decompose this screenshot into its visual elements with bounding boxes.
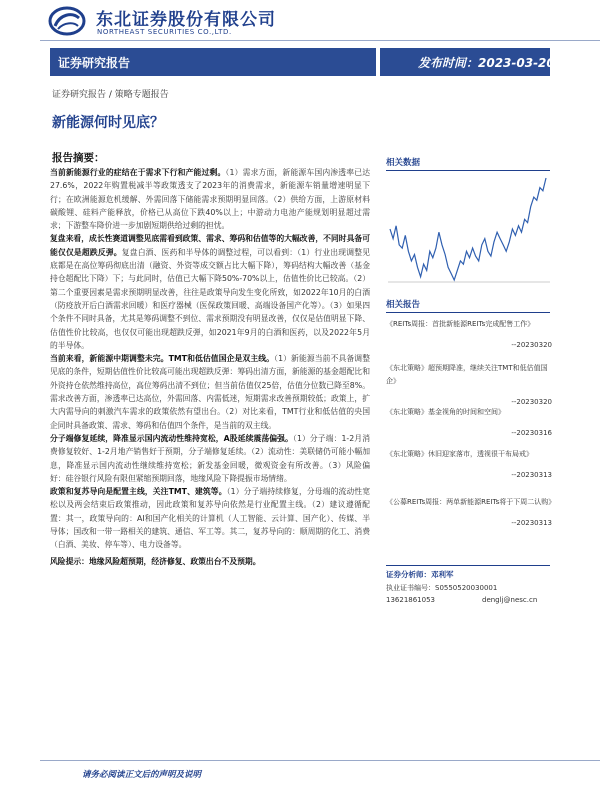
paragraph-lead: 政策和复苏导向是配置主线，关注TMT、建筑等。 [50,487,227,497]
related-data-chart [386,174,552,286]
related-report-title[interactable]: 《东北策略》基金视角的时间和空间》 [386,408,505,416]
analyst-phone: 13621861053 [386,596,435,604]
abstract-paragraph [50,485,370,551]
risk-warning: 风险提示：地缘风险超预期，经济修复、政策出台不及预期。 [50,556,261,566]
footer-disclaimer: 请务必阅读正文后的声明及说明 [82,770,202,780]
analyst-certificate: 执业证书编号：S0550520030001 [386,584,498,592]
paragraph-text: （1）需求方面，新能源车国内渗透率已达27.6%，2022年购置税减半等政策透支了2023年的消费需求，新能源车销量增速明显下行；在欧洲能源危机缓解、外需回落下储能需求预期明显回落。（2）供给方面，上游原材料碳酸锂、硅料产能释放，价格已从高位下跌40%以上；中游动力电池产能规划明显超过需求；下游整车降价进一步加剧短期供给过剩的担忧。 [50,168,371,231]
related-report-date: --20230320 [511,398,552,406]
paragraph-text: （1）分子端持续修复，分母端的流动性宽松以及两会结束后政策推动，因此政策和复苏导向依然是行业配置主线。（2）建议遵循配置：其一，政策导向的：AI和国产化相关的计算机（人工智能、云计算、国产化）、传媒、半导体；国改和一带一路相关的建筑、通信、军工等。其二，复苏导向的：顺周期的化工、消费（白酒、美妆、停车等）、电力设备等。 [50,487,370,550]
abstract-paragraph [50,166,370,232]
related-reports-divider [386,312,550,313]
paragraph-text: 复盘白酒、医药和半导体的调整过程，可以看到：（1）行业出现调整见底都是在高位筹码彻底出清（融资、外资等成交额占比大幅下降），筹码结构大幅改善（基金持仓超配比下降）下；与此同时，估值已大幅下降50%-70%以上，估值性价比已较高。（2）第二个重要因素是需求预期明显改善，往往是政策导向发生变化所致，如2022年10月的白酒（防疫放开后白酒需求回暖）和医疗器械（医保政策回暖、高端设备国产化等）。（3）如果四个条件不同时具备，尤其是筹码调整不到位、需求预期没有明显改善，仅仅是估值明显下降、估值性价比较高，也仅仅可能出现超跌反弹，如2021年9月的白酒和医药，以及2022年5月的半导体。 [50,247,371,350]
related-data-divider [386,170,550,171]
related-report-title[interactable]: 《REITs周报：首批新能源REITs完成配售工作》 [386,320,535,328]
related-report-item[interactable] [386,496,556,530]
chart-background [386,174,552,286]
related-report-title[interactable]: 《东北策略》休旧迎家落市，透视很干布局戒》 [386,450,533,458]
related-report-item[interactable] [386,448,552,482]
paragraph-text: （1）分子端：1-2月消费修复较好、1-2月地产销售好于预期，分子端修复延续。（2）流动性：美联储仍可能小幅加息，降准显示国内流动性继续维持宽松；新发基金回暖，微观资金有所改善。（3）风险偏好：硅谷银行风险有限但紧缩预期回落，地缘风险下降提振市场情绪。 [50,433,370,483]
analyst-divider [386,565,550,566]
related-report-date: --20230316 [511,429,552,437]
chart-svg [386,174,552,286]
abstract-body [50,166,370,568]
related-report-date: --20230320 [511,341,552,349]
related-report-item[interactable] [386,362,552,409]
report-type-label: 证券研究报告 [58,56,131,70]
abstract-paragraph [50,232,370,352]
analyst-email[interactable]: denglj@nesc.cn [482,596,538,604]
publish-time-label: 发布时间：2023-03-20 [418,56,555,70]
related-reports-heading: 相关报告 [386,300,421,310]
paragraph-text: （1）新能源当前不具备调整见底的条件，短期估值性价比较高可能出现超跌反弹：筹码出清方面，新能源的基金超配比和外资持仓依然维持高位，高位筹码出清不到位；但当前估值仅25倍，估值分位数已降至8%。需求改善方面，渗透率已达高位，外需回落、内需低迷，短期需求改善预期较低；政策上，扩大内需导向的刺激汽车需求的政策依然有望出台。（2）对比来看，TMT行业和低估值的央国企同时具备政策、需求、筹码和估值四个条件，是当前的双主线。 [50,354,370,430]
paragraph-lead: 当前来看，新能源中期调整未完。TMT和低估值国企是双主线。 [50,354,275,364]
company-name-cn: 东北证券股份有限公司 [96,10,276,30]
abstract-paragraph [50,352,370,432]
paragraph-lead: 当前新能源行业的症结在于需求下行和产能过剩。 [50,168,226,177]
footer-divider [40,760,600,761]
related-report-title[interactable]: 《公募REITs周报：两单新能源REITs将于下周二认购》 [386,498,556,506]
abstract-paragraph [50,432,370,485]
related-report-title[interactable]: 《东北策略》超预期降准，继续关注TMT和低估值国企》 [386,364,548,385]
analyst-name: 证券分析师：邓利军 [386,570,454,579]
related-report-date: --20230313 [511,519,552,527]
related-report-date: --20230313 [511,471,552,479]
paragraph-lead: 复盘来看，成长性赛道调整见底需看到政策、需求、筹码和估值等的大幅改善，不同时具备可能仅仅是超跌反弹。 [50,234,370,257]
company-logo [48,6,86,36]
abstract-heading: 报告摘要： [52,152,105,164]
abstract-paragraph [50,555,370,568]
related-data-heading: 相关数据 [386,158,421,168]
related-report-item[interactable] [386,318,552,352]
company-name-en: NORTHEAST SECURITIES CO.,LTD. [97,28,232,36]
related-report-item[interactable] [386,406,552,440]
header-divider [40,40,600,41]
paragraph-lead: 分子端修复延续，降准显示国内流动性维持宽松，A股延续震荡偏强。 [50,433,293,443]
breadcrumb: 证券研究报告 / 策略专题报告 [52,90,169,100]
page-title: 新能源何时见底？ [52,115,164,131]
